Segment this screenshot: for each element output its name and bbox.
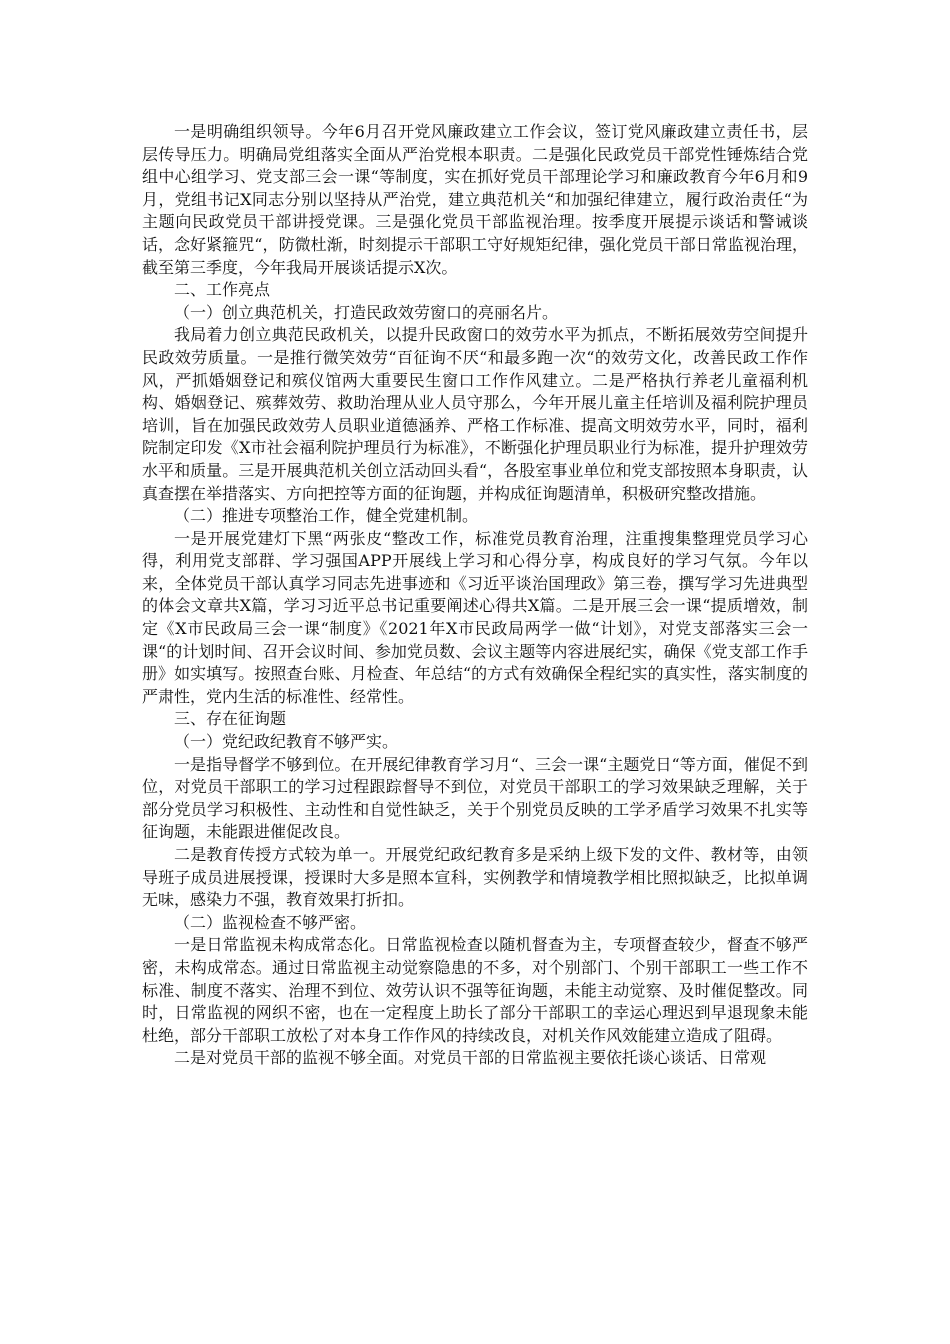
paragraph: 一是开展党建灯下黑“两张皮“整改工作，标准党员教育治理，注重搜集整理党员学习心得，利用党支部群、学习强国APP开展线上学习和心得分享，构成良好的学习气氛。今年以来，全体党员干部认真学习同志先进事迹和《习近平谈治国理政》第三卷，撰写学习先进典型的体会文章共X篇，学习习近平总书记重要阐述心得共X篇。二是开展三会一课“提质增效，制定《X市民政局三会一课“制度》《2021年X市民政局两学一做“计划》，对党支部落实三会一课“的计划时间、召开会议时间、参加党员数、会议主题等内容进展纪实，确保《党支部工作手册》如实填写。按照查台账、月检查、年总结“的方式有效确保全程纪实的真实性，落实制度的严肃性，党内生活的标准性、经常性。 bbox=[142, 528, 808, 706]
paragraph: 一是日常监视未构成常态化。日常监视检查以随机督查为主，专项督查较少，督查不够严密，未构成常态。通过日常监视主动觉察隐患的不多，对个别部门、个别干部职工一些工作不标准、制度不落实、治理不到位、效劳认识不强等征询题，未能主动觉察、及时催促整改。同时，日常监视的网织不密，也在一定程度上助长了部分干部职工的幸运心理迟到早退现象未能杜绝，部分干部职工放松了对本身工作作风的持续改良，对机关作风效能建立造成了阻碍。 bbox=[142, 935, 808, 1045]
paragraph: 一是指导督学不够到位。在开展纪律教育学习月“、三会一课“主题党日“等方面，催促不到位，对党员干部职工的学习过程跟踪督导不到位，对党员干部职工的学习效果缺乏理解，关于部分党员学习积极性、主动性和自觉性缺乏，关于个别党员反映的工学矛盾学习效果不扎实等征询题，未能跟进催促改良。 bbox=[142, 754, 808, 842]
subsection-heading: （一）创立典范机关，打造民政效劳窗口的亮丽名片。 bbox=[174, 302, 559, 322]
section-heading: 二、工作亮点 bbox=[174, 280, 271, 300]
paragraph: 二是对党员干部的监视不够全面。对党员干部的日常监视主要依托谈心谈话、日常观 bbox=[174, 1048, 767, 1068]
paragraph: 我局着力创立典范民政机关，以提升民政窗口的效劳水平为抓点，不断拓展效劳空间提升民政效劳质量。一是推行微笑效劳“百征询不厌“和最多跑一次“的效劳文化，改善民政工作作风，严抓婚姻登记和殡仪馆两大重要民生窗口工作作风建立。二是严格执行养老儿童福利机构、婚姻登记、殡葬效劳、救助治理从业人员守那么，今年开展儿童主任培训及福利院护理员培训，旨在加强民政效劳人员职业道德涵养、严格工作标准、提高文明效劳水平，同时，福利院制定印发《X市社会福利院护理员行为标准》，不断强化护理员职业行为标准，提升护理效劳水平和质量。三是开展典范机关创立活动回头看“，各股室事业单位和党支部按照本身职责，认真查摆在举措落实、方向把控等方面的征询题，并构成征询题清单，积极研究整改措施。 bbox=[142, 325, 808, 503]
subsection-heading: （二）监视检查不够严密。 bbox=[174, 912, 367, 932]
subsection-heading: （一）党纪政纪教育不够严实。 bbox=[174, 732, 399, 752]
subsection-heading: （二）推进专项整治工作，健全党建机制。 bbox=[174, 506, 479, 526]
section-heading: 三、存在征询题 bbox=[174, 709, 287, 729]
paragraph: 一是明确组织领导。今年6月召开党风廉政建立工作会议，签订党风廉政建立责任书，层层传导压力。明确局党组落实全面从严治党根本职责。二是强化民政党员干部党性锤炼结合党组中心组学习、党支部三会一课“等制度，实在抓好党员干部理论学习和廉政教育今年6月和9月，党组书记X同志分别以坚持从严治党，建立典范机关“和加强纪律建立，履行政治责任“为主题向民政党员干部讲授党课。三是强化党员干部监视治理。按季度开展提示谈话和警诫谈话，念好紧箍咒“，防微杜渐，时刻提示干部职工守好规矩纪律，强化党员干部日常监视治理，截至第三季度，今年我局开展谈话提示X次。 bbox=[142, 122, 808, 277]
paragraph: 二是教育传授方式较为单一。开展党纪政纪教育多是采纳上级下发的文件、教材等，由领导班子成员进展授课，授课时大多是照本宣科，实例教学和情境教学相比照拟缺乏，比拟单调无味，感染力不强，教育效果打折扣。 bbox=[142, 845, 808, 910]
